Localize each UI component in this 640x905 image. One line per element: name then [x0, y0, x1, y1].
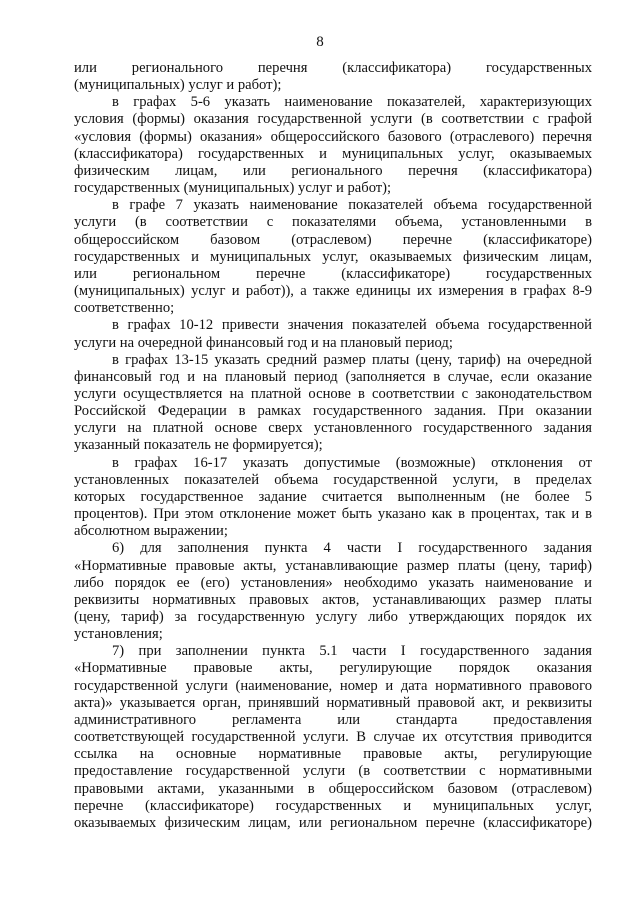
- text-line: перечне (классификаторе) государственных и муниципальных услуг,: [74, 797, 592, 814]
- text-line: государственных (муниципальных) услуг и работ);: [74, 180, 392, 197]
- text-line: 7) при заполнении пункта 5.1 части I государственного задания: [112, 643, 592, 660]
- text-line: государственных и муниципальных услуг, оказываемых физическим лицам,: [74, 248, 592, 265]
- text-line: «Нормативные правовые акты, устанавливающие размер платы (цену, тариф): [74, 557, 592, 574]
- text-line: услуги (в соответствии с показателями объема, установленными в: [74, 214, 592, 231]
- text-line: оказываемых физическим лицам, или региональном перечне (классификаторе): [74, 814, 592, 831]
- text-line: акта)» указывается орган, принявший нормативный правовой акт, и реквизиты: [74, 694, 592, 711]
- text-line: финансовый год и на плановый период (заполняется в случае, если оказание: [74, 368, 592, 385]
- text-line: которых государственное задание считается выполненным (не более 5: [74, 488, 592, 505]
- text-line: соответственно;: [74, 300, 175, 317]
- text-line: (муниципальных) услуг и работ)), а также единицы их измерения в графах 8-9: [74, 283, 592, 300]
- text-line: соответствующей государственной услуги. В случае их отсутствия приводится: [74, 729, 592, 746]
- text-line: в графах 16-17 указать допустимые (возможные) отклонения от: [112, 454, 592, 471]
- text-line: в графах 5-6 указать наименование показателей, характеризующих: [112, 94, 592, 111]
- text-line: Российской Федерации в рамках государственного задания. При оказании: [74, 403, 592, 420]
- text-line: указанный показатель не формируется);: [74, 437, 323, 454]
- text-line: установленных показателей объема государственной услуги, в пределах: [74, 471, 592, 488]
- text-line: условия (формы) оказания государственной услуги (в соответствии с графой: [74, 111, 592, 128]
- text-line: услуги на очередной финансовый год и на плановый период;: [74, 334, 453, 351]
- text-line: «условия (формы) оказания» общероссийского базового (отраслевого) перечня: [74, 128, 592, 145]
- document-body: [74, 60, 592, 832]
- text-line: в графах 10-12 привести значения показателей объема государственной: [112, 317, 592, 334]
- text-line: государственной услуги (наименование, номер и дата нормативного правового: [74, 677, 592, 694]
- text-line: в графах 13-15 указать средний размер платы (цену, тариф) на очередной: [112, 351, 592, 368]
- text-line: (классификатора) государственных и муниципальных услуг, оказываемых: [74, 145, 592, 162]
- page-number: 8: [316, 34, 324, 50]
- text-line: 6) для заполнения пункта 4 части I государственного задания: [112, 540, 592, 557]
- text-line: предоставление государственной услуги (в соответствии с нормативными: [74, 763, 592, 780]
- text-line: либо порядок ее (его) установления» необходимо указать наименование и: [74, 574, 592, 591]
- text-line: (цену, тариф) за государственную услугу либо утверждающих порядок их: [74, 609, 592, 625]
- text-line: абсолютном выражении;: [74, 523, 228, 540]
- text-line: административного регламента или стандарта предоставления: [74, 711, 592, 728]
- text-line: реквизиты нормативных правовых актов, устанавливающих размер платы: [74, 591, 592, 608]
- text-line: или регионального перечня (классификатора) государственных: [74, 60, 592, 76]
- text-line: физическим лицам, или регионального перечня (классификатора): [74, 162, 592, 179]
- text-line: услуги на платной основе сверх установленного государственного задания: [74, 420, 592, 437]
- text-line: правовыми актами, указанными в общероссийском базовом (отраслевом): [74, 780, 592, 797]
- text-line: установления;: [74, 626, 163, 643]
- text-line: (муниципальных) услуг и работ);: [74, 77, 282, 94]
- text-line: «Нормативные правовые акты, регулирующие порядок оказания: [74, 660, 592, 677]
- text-line: в графе 7 указать наименование показателей объема государственной: [112, 197, 592, 214]
- text-line: или региональном перечне (классификаторе) государственных: [74, 265, 592, 282]
- text-line: ссылка на основные нормативные правовые акты, регулирующие: [74, 746, 592, 763]
- text-line: услуги осуществляется на платной основе в соответствии с законодательством: [74, 385, 592, 402]
- text-line: общероссийском базовом (отраслевом) перечне (классификаторе): [74, 231, 592, 248]
- text-line: процентов). При этом отклонение может быть указано как в процентах, так и в: [74, 506, 592, 523]
